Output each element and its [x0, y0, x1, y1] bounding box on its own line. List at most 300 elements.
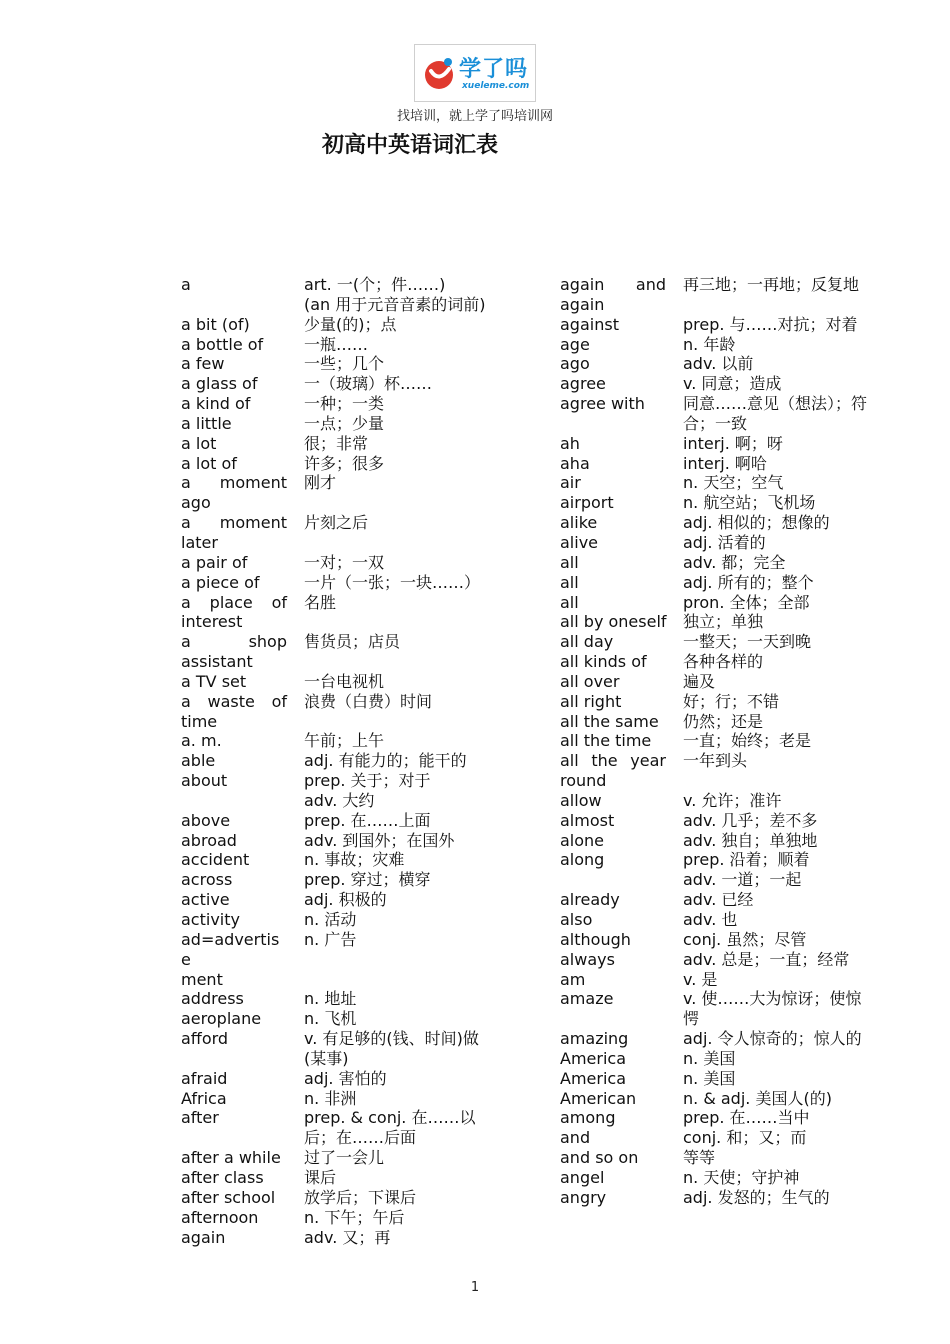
vocab-definition-line: n. 天使；守护神 — [683, 1167, 800, 1187]
vocab-word-line: angel — [560, 1167, 605, 1187]
vocab-word — [560, 831, 666, 851]
vocab-entry — [181, 1208, 497, 1228]
vocab-definition — [683, 1089, 876, 1109]
vocab-definition-line: v. 是 — [683, 969, 718, 989]
vocab-definition-line: n. 美国 — [683, 1068, 736, 1088]
vocab-definition-line: 少量(的)；点 — [304, 314, 397, 334]
vocab-definition-line: 各种各样的 — [683, 652, 764, 672]
vocab-word-line: time — [181, 711, 218, 731]
vocab-entry — [181, 870, 497, 890]
vocab-definition-line: n. 广告 — [304, 929, 357, 949]
vocab-entry — [560, 890, 876, 910]
vocab-definition-line: adv. 都；完全 — [683, 552, 786, 572]
vocab-entry — [560, 910, 876, 930]
vocab-definition-line: 浪费（白费）时间 — [304, 691, 433, 711]
vocab-word — [560, 850, 666, 890]
vocab-definition — [304, 1188, 497, 1208]
vocab-word — [560, 811, 666, 831]
vocab-definition — [304, 454, 497, 474]
vocab-definition — [683, 910, 876, 930]
vocab-definition-line: 许多；很多 — [304, 453, 385, 473]
vocab-entry — [181, 930, 497, 990]
vocab-word-line: alike — [560, 513, 598, 533]
vocab-word-line: a. m. — [181, 731, 222, 751]
vocab-definition — [683, 652, 876, 672]
vocab-entry — [560, 1168, 876, 1188]
vocab-definition — [683, 1128, 876, 1148]
vocab-definition — [304, 930, 497, 990]
vocab-word — [181, 1009, 287, 1029]
vocab-word-line: round — [560, 771, 607, 791]
vocab-definition-line: adv. 以前 — [683, 354, 754, 374]
vocab-word-line: able — [181, 751, 216, 771]
vocab-word-line: age — [560, 334, 590, 354]
vocab-word — [560, 930, 666, 950]
vocab-definition — [683, 612, 876, 632]
vocab-word — [181, 731, 287, 751]
vocab-entry — [560, 573, 876, 593]
vocab-definition — [683, 573, 876, 593]
vocab-entry — [181, 850, 497, 870]
vocab-word-line: again — [560, 294, 605, 314]
vocab-definition-line: prep. 与……对抗；对着 — [683, 314, 858, 334]
vocab-word-line: a place of — [181, 592, 287, 612]
vocab-word — [560, 970, 666, 990]
vocab-word — [181, 930, 287, 990]
vocab-word-line: all day — [560, 632, 614, 652]
vocab-word-line: after a while — [181, 1148, 281, 1168]
vocab-definition-line: 名胜 — [304, 592, 337, 612]
vocab-word — [181, 513, 287, 553]
vocab-word-line: accident — [181, 850, 250, 870]
vocab-definition-line: adj. 害怕的 — [304, 1068, 387, 1088]
vocab-definition-line: adv. 大约 — [304, 790, 375, 810]
vocab-word-line: amaze — [560, 989, 614, 1009]
logo-mark-icon — [421, 53, 461, 93]
vocab-word — [181, 1208, 287, 1228]
vocab-word — [181, 573, 287, 593]
vocab-definition-line: 后；在……后面 — [304, 1128, 417, 1148]
vocab-definition-line: 一整天；一天到晚 — [683, 632, 812, 652]
vocab-definition — [683, 672, 876, 692]
vocab-word — [181, 1108, 287, 1148]
vocab-word-line: ad=advertise — [181, 929, 280, 969]
vocab-word-line: a TV set — [181, 671, 247, 691]
vocab-word — [560, 712, 666, 732]
vocab-word — [560, 335, 666, 355]
vocab-definition-line: 再三地；一再地；反复地 — [683, 275, 860, 294]
vocab-word — [181, 473, 287, 513]
vocab-word-line: ment — [181, 969, 223, 989]
vocab-entry — [560, 335, 876, 355]
vocab-entry — [181, 1069, 497, 1089]
vocab-definition-line: adj. 相似的；想像的 — [683, 513, 830, 533]
vocab-definition — [304, 553, 497, 573]
vocab-definition-line: adv. 总是；一直；经常 — [683, 949, 850, 969]
vocab-word — [181, 1029, 287, 1069]
vocab-word-line: a few — [181, 354, 225, 374]
vocab-entry — [560, 950, 876, 970]
vocab-entry — [560, 1188, 876, 1208]
vocab-entry — [560, 533, 876, 553]
vocab-word — [560, 1089, 666, 1109]
vocab-word-line: all — [560, 552, 579, 572]
vocab-definition-line: n. 地址 — [304, 989, 357, 1009]
vocab-word — [181, 553, 287, 573]
vocab-entry — [181, 275, 497, 315]
vocab-entry — [560, 1148, 876, 1168]
vocab-definition-line: (an 用于元音音素的词前) — [304, 294, 486, 314]
vocab-definition — [683, 692, 876, 712]
vocab-definition-line: 独立；单独 — [683, 612, 764, 632]
vocab-definition-line: n. 美国 — [683, 1048, 736, 1068]
vocab-entry — [560, 374, 876, 394]
vocab-word — [560, 1128, 666, 1148]
vocab-definition-line: 一片（一张；一块……） — [304, 572, 481, 592]
vocab-word — [560, 1108, 666, 1128]
vocab-definition — [683, 1168, 876, 1188]
vocab-definition — [683, 275, 876, 315]
vocab-definition-line: 刚才 — [304, 473, 337, 493]
vocab-word — [181, 751, 287, 771]
vocab-entry — [560, 989, 876, 1029]
vocab-definition — [304, 890, 497, 910]
vocab-definition — [304, 910, 497, 930]
vocab-definition — [683, 811, 876, 831]
vocab-definition — [683, 850, 876, 890]
vocab-word-line: all — [560, 572, 579, 592]
vocab-definition-line: adj. 令人惊奇的；惊人的 — [683, 1029, 862, 1049]
vocab-entry — [560, 652, 876, 672]
vocab-entry — [181, 553, 497, 573]
vocab-word — [181, 910, 287, 930]
vocab-entry — [560, 473, 876, 493]
vocab-entry — [560, 692, 876, 712]
vocab-definition — [683, 791, 876, 811]
vocab-word — [560, 989, 666, 1029]
vocab-word — [181, 1228, 287, 1248]
vocab-entry — [181, 672, 497, 692]
vocab-entry — [560, 1029, 876, 1049]
vocab-word — [560, 434, 666, 454]
vocab-word — [560, 910, 666, 930]
vocab-definition — [683, 394, 876, 434]
vocab-word-line: all — [560, 592, 579, 612]
vocab-definition — [304, 1089, 497, 1109]
vocab-definition-line: n. 下午；午后 — [304, 1207, 405, 1227]
vocab-word — [560, 513, 666, 533]
vocab-word-line: along — [560, 850, 605, 870]
vocab-word-line: assistant — [181, 652, 253, 672]
vocab-word-line: after class — [181, 1167, 264, 1187]
vocab-definition — [683, 493, 876, 513]
vocab-definition-line: n. 年龄 — [683, 334, 736, 354]
vocab-definition — [683, 950, 876, 970]
vocab-word — [560, 1148, 666, 1168]
vocab-entry — [181, 374, 497, 394]
vocab-entry — [560, 632, 876, 652]
vocab-word-line: and so on — [560, 1148, 639, 1168]
vocab-entry — [181, 751, 497, 771]
vocab-word-line: agree — [560, 374, 606, 394]
vocab-entry — [560, 434, 876, 454]
vocab-word-line: abroad — [181, 830, 237, 850]
vocab-definition — [683, 473, 876, 493]
vocab-word-line: already — [560, 890, 620, 910]
vocab-entry — [181, 811, 497, 831]
vocab-word-line: a — [181, 275, 191, 294]
vocab-definition-line: adv. 又；再 — [304, 1227, 391, 1247]
vocab-word-line: all the time — [560, 731, 652, 751]
vocab-definition — [304, 1148, 497, 1168]
vocab-definition-line: art. 一(个；件……) — [304, 275, 446, 294]
vocab-entry — [181, 335, 497, 355]
vocab-definition-line: 一年到头 — [683, 751, 748, 771]
vocab-definition-line: v. 允许；准许 — [683, 790, 782, 810]
vocab-entry — [181, 573, 497, 593]
page-number: 1 — [470, 1280, 480, 1295]
vocab-definition-line: prep. 沿着；顺着 — [683, 850, 810, 870]
vocab-word — [181, 1188, 287, 1208]
vocab-definition — [683, 831, 876, 851]
vocab-word — [560, 1168, 666, 1188]
vocab-word-line: all the year — [560, 751, 666, 771]
vocab-definition — [304, 1009, 497, 1029]
vocab-definition-line: 好；行；不错 — [683, 691, 780, 711]
vocab-definition-line: n. 飞机 — [304, 1009, 357, 1029]
vocab-column-right — [560, 275, 876, 1208]
vocab-definition — [304, 414, 497, 434]
vocab-word-line: a pair of — [181, 552, 248, 572]
vocab-definition-line: adv. 到国外；在国外 — [304, 830, 455, 850]
vocab-word-line: after — [181, 1108, 219, 1128]
vocab-entry — [181, 731, 497, 751]
vocab-word-line: afternoon — [181, 1207, 259, 1227]
vocab-definition-line: adj. 所有的；整个 — [683, 572, 814, 592]
vocab-definition — [304, 434, 497, 454]
vocab-entry — [181, 890, 497, 910]
vocab-definition — [683, 513, 876, 533]
vocab-entry — [560, 791, 876, 811]
vocab-word-line: among — [560, 1108, 616, 1128]
vocab-word — [181, 989, 287, 1009]
vocab-definition — [304, 672, 497, 692]
vocab-word — [560, 573, 666, 593]
vocab-word — [181, 811, 287, 831]
vocab-word — [560, 950, 666, 970]
vocab-entry — [560, 1108, 876, 1128]
vocab-word — [181, 771, 287, 811]
vocab-entry — [560, 930, 876, 950]
vocab-word — [181, 890, 287, 910]
vocab-definition-line: 遍及 — [683, 671, 716, 691]
vocab-word-line: afford — [181, 1029, 229, 1049]
vocab-word-line: almost — [560, 810, 615, 830]
vocab-definition — [304, 354, 497, 374]
vocab-word — [560, 612, 666, 632]
vocab-word — [560, 394, 666, 434]
vocab-definition-line: adv. 已经 — [683, 890, 754, 910]
vocab-word-line: a lot — [181, 433, 217, 453]
vocab-column-left — [181, 275, 497, 1247]
vocab-definition-line: 一直；始终；老是 — [683, 731, 812, 751]
vocab-entry — [181, 692, 497, 732]
vocab-definition-line: n. 航空站；飞机场 — [683, 493, 816, 513]
vocab-word-line: and — [560, 1128, 591, 1148]
vocab-entry — [181, 394, 497, 414]
vocab-word — [560, 652, 666, 672]
vocab-word-line: a bit (of) — [181, 314, 250, 334]
vocab-entry — [181, 414, 497, 434]
vocab-word — [560, 1029, 666, 1049]
vocab-definition-line: 过了一会儿 — [304, 1148, 385, 1168]
vocab-word — [560, 731, 666, 751]
vocab-definition — [304, 374, 497, 394]
vocab-word — [181, 831, 287, 851]
vocab-word — [181, 315, 287, 335]
vocab-word-line: all over — [560, 671, 620, 691]
vocab-word-line: angry — [560, 1187, 607, 1207]
vocab-definition — [304, 1208, 497, 1228]
vocab-entry — [181, 1148, 497, 1168]
vocab-word — [181, 414, 287, 434]
vocab-definition-line: (某事) — [304, 1048, 349, 1068]
vocab-word-line: amazing — [560, 1029, 629, 1049]
vocab-entry — [181, 910, 497, 930]
vocab-definition — [304, 692, 497, 732]
vocab-word-line: although — [560, 929, 631, 949]
vocab-definition — [683, 712, 876, 732]
vocab-definition-line: n. 事故；灾难 — [304, 850, 405, 870]
vocab-word-line: a bottle of — [181, 334, 264, 354]
vocab-definition — [304, 394, 497, 414]
vocab-word-line: all right — [560, 691, 622, 711]
vocab-definition — [304, 275, 497, 315]
vocab-word — [560, 672, 666, 692]
vocab-word-line: again — [181, 1227, 226, 1247]
vocab-word — [181, 335, 287, 355]
vocab-word-line: air — [560, 473, 581, 493]
vocab-word — [560, 454, 666, 474]
vocab-definition — [304, 315, 497, 335]
vocab-word-line: American — [560, 1088, 637, 1108]
vocab-word-line: address — [181, 989, 244, 1009]
vocab-word — [181, 692, 287, 732]
vocab-entry — [181, 1009, 497, 1029]
vocab-word-line: a moment — [181, 473, 287, 493]
vocab-definition-line: adv. 独自；单独地 — [683, 830, 818, 850]
vocab-entry — [560, 970, 876, 990]
vocab-definition — [683, 1029, 876, 1049]
vocab-word — [181, 593, 287, 633]
vocab-definition — [304, 731, 497, 751]
page-title: 初高中英语词汇表 — [321, 133, 498, 158]
vocab-word — [181, 354, 287, 374]
vocab-word-line: America — [560, 1048, 626, 1068]
vocab-entry — [560, 454, 876, 474]
vocab-definition — [683, 1108, 876, 1128]
vocab-word — [560, 890, 666, 910]
vocab-definition-line: 一台电视机 — [304, 671, 385, 691]
vocab-word — [560, 751, 666, 791]
vocab-word-line: alone — [560, 830, 605, 850]
vocab-entry — [181, 513, 497, 553]
vocab-definition — [304, 573, 497, 593]
vocab-entry — [560, 275, 876, 315]
site-logo[interactable] — [414, 44, 536, 102]
vocab-entry — [560, 672, 876, 692]
vocab-definition-line: 一对；一双 — [304, 552, 385, 572]
vocab-word-line: above — [181, 810, 231, 830]
vocab-definition — [304, 335, 497, 355]
vocab-definition — [683, 1188, 876, 1208]
vocab-entry — [560, 354, 876, 374]
vocab-definition-line: conj. 虽然；尽管 — [683, 929, 807, 949]
vocab-definition-line: 一种；一类 — [304, 394, 385, 414]
vocab-entry — [181, 771, 497, 811]
vocab-word-line: afraid — [181, 1068, 228, 1088]
vocab-word — [181, 1168, 287, 1188]
vocab-word — [560, 493, 666, 513]
vocab-definition-line: n. 活动 — [304, 910, 357, 929]
vocab-definition-line: prep. & conj. 在……以 — [304, 1108, 476, 1128]
vocab-entry — [560, 1089, 876, 1109]
vocab-entry — [181, 1089, 497, 1109]
vocab-word-line: again and — [560, 275, 666, 294]
vocab-word — [560, 791, 666, 811]
vocab-word-line: activity — [181, 910, 240, 929]
vocab-word-line: America — [560, 1068, 626, 1088]
vocab-entry — [181, 632, 497, 672]
vocab-word — [181, 632, 287, 672]
vocab-entry — [560, 1128, 876, 1148]
vocab-word-line: ago — [181, 493, 211, 513]
vocab-definition-line: 同意……意见（想法）；符 — [683, 394, 868, 414]
vocab-definition — [304, 1069, 497, 1089]
vocab-definition — [683, 970, 876, 990]
vocab-word-line: airport — [560, 493, 614, 513]
vocab-word-line: all kinds of — [560, 652, 647, 672]
vocab-definition — [683, 354, 876, 374]
vocab-definition-line: adj. 积极的 — [304, 890, 387, 910]
vocab-definition — [304, 1228, 497, 1248]
vocab-word — [560, 632, 666, 652]
vocab-entry — [560, 612, 876, 632]
vocab-definition-line: 一（玻璃）杯…… — [304, 374, 433, 394]
vocab-definition-line: 一瓶…… — [304, 334, 369, 354]
vocab-entry — [560, 593, 876, 613]
vocab-definition-line: 一点；少量 — [304, 413, 385, 433]
vocab-word-line: alive — [560, 532, 599, 552]
vocab-word-line: aeroplane — [181, 1009, 262, 1029]
vocab-entry — [560, 712, 876, 732]
vocab-word-line: ago — [560, 354, 590, 374]
vocab-definition-line: n. & adj. 美国人(的) — [683, 1088, 832, 1108]
vocab-definition-line: adv. 一道；一起 — [683, 870, 802, 890]
vocab-definition — [304, 1029, 497, 1069]
vocab-definition — [683, 930, 876, 950]
vocab-entry — [560, 394, 876, 434]
vocab-word-line: Africa — [181, 1088, 227, 1108]
vocab-definition — [683, 533, 876, 553]
vocab-definition-line: 午前；上午 — [304, 731, 385, 751]
vocab-entry — [560, 831, 876, 851]
vocab-word — [181, 374, 287, 394]
vocab-definition-line: adv. 也 — [683, 910, 738, 929]
vocab-word — [560, 374, 666, 394]
vocab-entry — [560, 513, 876, 533]
vocab-word-line: across — [181, 870, 233, 890]
